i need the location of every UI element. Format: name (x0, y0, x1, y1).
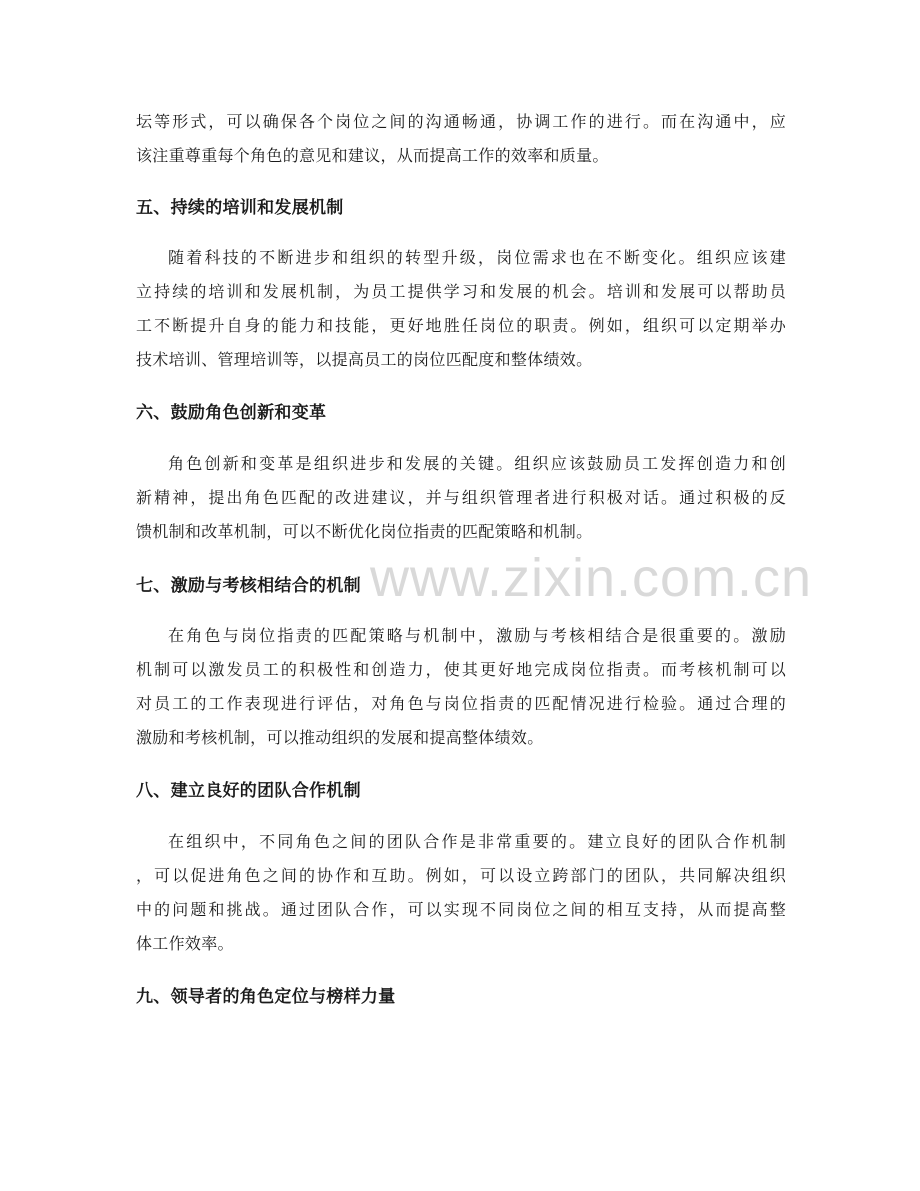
paragraph-5-line-4: 技术培训、管理培训等，以提高员工的岗位匹配度和整体绩效。 (136, 350, 593, 369)
paragraph-6-line-2: 新精神，提出角色匹配的改进建议，并与组织管理者进行积极对话。通过积极的反 (136, 488, 786, 507)
paragraph-7-line-1: 在角色与岗位指责的匹配策略与机制中，激励与考核相结合是很重要的。激励 (168, 626, 786, 645)
paragraph-5-line-2: 立持续的培训和发展机制，为员工提供学习和发展的机会。培训和发展可以帮助员 (136, 282, 786, 301)
paragraph-6-line-1: 角色创新和变革是组织进步和发展的关键。组织应该鼓励员工发挥创造力和创 (168, 454, 786, 473)
paragraph-8-line-4: 体工作效率。 (136, 934, 234, 953)
paragraph-8-line-2: ，可以促进角色之间的协作和互助。例如，可以设立跨部门的团队，共同解决组织 (136, 866, 786, 885)
watermark: www.zixin.com.cn (370, 548, 813, 608)
section-heading-9: 九、领导者的角色定位与榜样力量 (136, 987, 396, 1007)
paragraph-intro-line-2: 该注重尊重每个角色的意见和建议，从而提高工作的效率和质量。 (136, 146, 609, 165)
paragraph-8-line-3: 中的问题和挑战。通过团队合作，可以实现不同岗位之间的相互支持，从而提高整 (136, 900, 786, 919)
section-heading-8: 八、建立良好的团队合作机制 (136, 781, 361, 801)
paragraph-5-line-1: 随着科技的不断进步和组织的转型升级，岗位需求也在不断变化。组织应该建 (168, 248, 786, 267)
paragraph-7-line-4: 激励和考核机制，可以推动组织的发展和提高整体绩效。 (136, 728, 544, 747)
paragraph-6-line-3: 馈机制和改革机制，可以不断优化岗位指责的匹配策略和机制。 (136, 522, 593, 541)
paragraph-8-line-1: 在组织中，不同角色之间的团队合作是非常重要的。建立良好的团队合作机制 (168, 832, 786, 851)
section-heading-5: 五、持续的培训和发展机制 (136, 198, 344, 218)
paragraph-intro-line-1: 坛等形式，可以确保各个岗位之间的沟通畅通，协调工作的进行。而在沟通中，应 (136, 112, 786, 131)
paragraph-7-line-2: 机制可以激发员工的积极性和创造力，使其更好地完成岗位指责。而考核机制可以 (136, 660, 786, 679)
paragraph-7-line-3: 对员工的工作表现进行评估，对角色与岗位指责的匹配情况进行检验。通过合理的 (136, 694, 786, 713)
section-heading-7: 七、激励与考核相结合的机制 (136, 576, 361, 596)
section-heading-6: 六、鼓励角色创新和变革 (136, 403, 327, 423)
paragraph-5-line-3: 工不断提升自身的能力和技能，更好地胜任岗位的职责。例如，组织可以定期举办 (136, 316, 786, 335)
